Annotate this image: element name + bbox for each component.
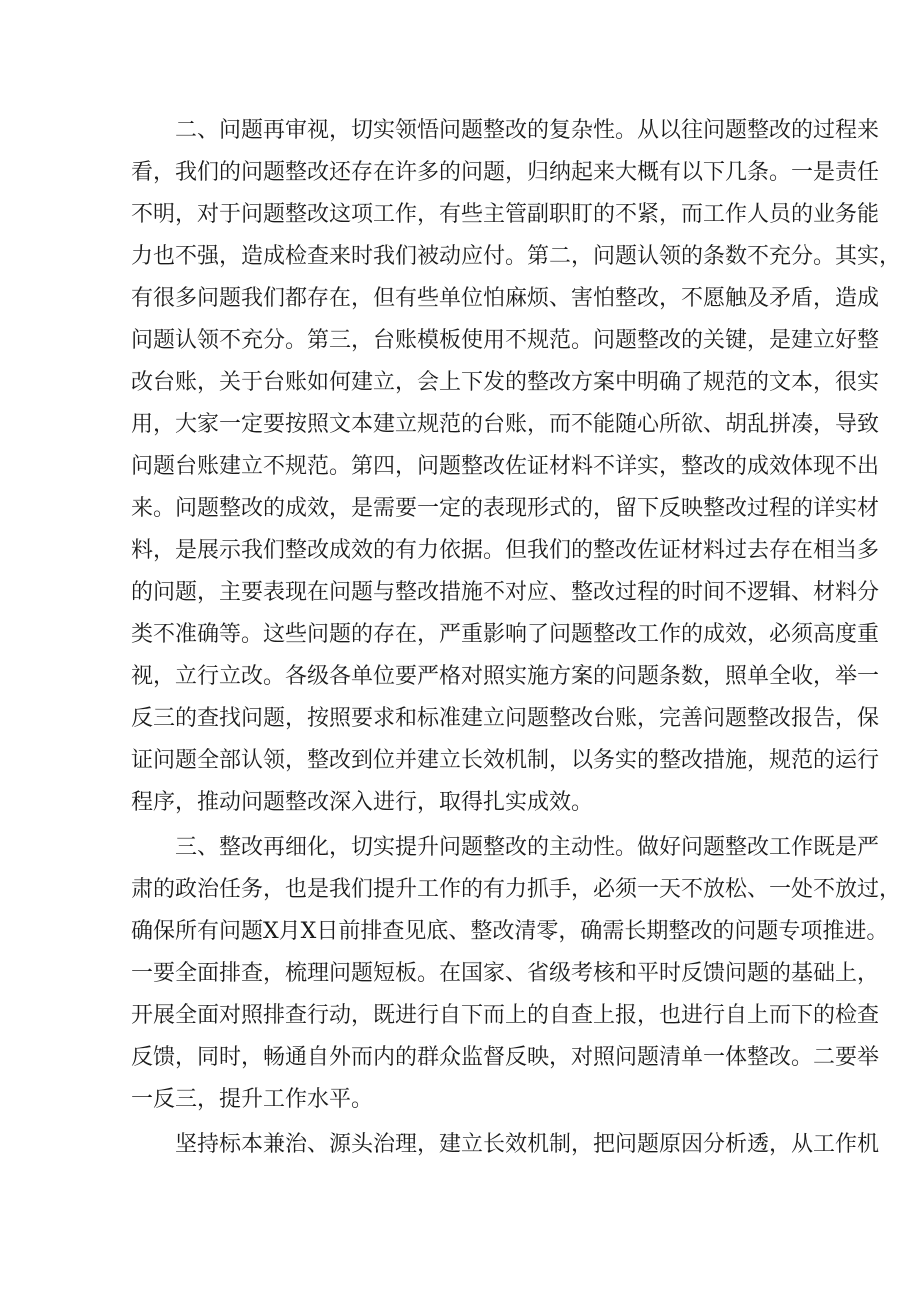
- text-line: 问题台账建立不规范。第四，问题整改佐证材料不详实，整改的成效体现不出: [131, 454, 880, 479]
- text-line: 开展全面对照排查行动，既进行自下而上的自查上报，也进行自上而下的检查: [131, 1003, 880, 1028]
- text-line: 一要全面排查，梳理问题短板。在国家、省级考核和平时反馈问题的基础上，: [131, 961, 880, 986]
- text-line: 类不准确等。这些问题的存在，严重影响了问题整改工作的成效，必须高度重: [131, 622, 880, 647]
- text-line: 程序，推动问题整改深入进行，取得扎实成效。: [131, 790, 594, 815]
- text-line: 料，是展示我们整改成效的有力依据。但我们的整改佐证材料过去存在相当多: [131, 538, 880, 563]
- text-line: 一反三，提升工作水平。: [131, 1087, 374, 1112]
- text-line: 问题认领不充分。第三，台账模板使用不规范。问题整改的关键，是建立好整: [131, 328, 880, 353]
- text-line: 视，立行立改。各级各单位要严格对照实施方案的问题条数，照单全收，举一: [131, 664, 880, 689]
- text-line: 反三的查找问题，按照要求和标准建立问题整改台账，完善问题整改报告，保: [131, 706, 880, 731]
- text-line: 看，我们的问题整改还存在许多的问题，归纳起来大概有以下几条。一是责任: [131, 160, 880, 185]
- text-line: 反馈，同时，畅通自外而内的群众监督反映，对照问题清单一体整改。二要举: [131, 1045, 880, 1070]
- text-line: 用，大家一定要按照文本建立规范的台账，而不能随心所欲、胡乱拼凑，导致: [131, 412, 880, 437]
- text-line: 坚持标本兼治、源头治理，建立长效机制，把问题原因分析透，从工作机: [175, 1132, 880, 1157]
- text-line: 力也不强，造成检查来时我们被动应付。第二，问题认领的条数不充分。其实，: [131, 244, 902, 269]
- text-line: 的问题，主要表现在问题与整改措施不对应、整改过程的时间不逻辑、材料分: [131, 580, 880, 605]
- text-line: 确保所有问题X月X日前排查见底、整改清零，确需长期整改的问题专项推进。: [131, 919, 889, 944]
- text-line: 不明，对于问题整改这项工作，有些主管副职盯的不紧，而工作人员的业务能: [131, 202, 880, 227]
- text-line: 有很多问题我们都存在，但有些单位怕麻烦、害怕整改，不愿触及矛盾，造成: [131, 286, 880, 311]
- text-line: 二、问题再审视，切实领悟问题整改的复杂性。从以往问题整改的过程来: [175, 118, 880, 143]
- text-line: 肃的政治任务，也是我们提升工作的有力抓手，必须一天不放松、一处不放过，: [131, 877, 902, 902]
- text-line: 来。问题整改的成效，是需要一定的表现形式的，留下反映整改过程的详实材: [131, 496, 880, 521]
- text-line: 三、整改再细化，切实提升问题整改的主动性。做好问题整改工作既是严: [175, 835, 880, 860]
- text-line: 改台账，关于台账如何建立，会上下发的整改方案中明确了规范的文本，很实: [131, 370, 880, 395]
- text-line: 证问题全部认领，整改到位并建立长效机制，以务实的整改措施，规范的运行: [131, 748, 880, 773]
